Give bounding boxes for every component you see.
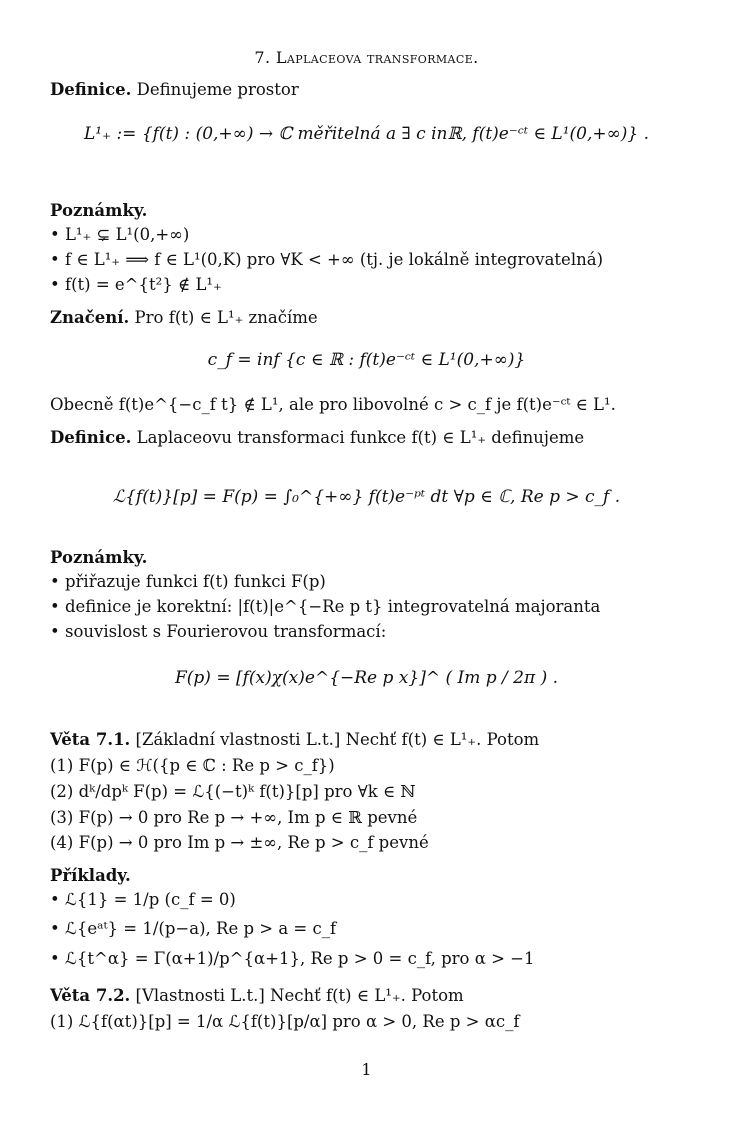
theorem-heading: Věta 7.2.	[50, 986, 131, 1005]
example-item: • ℒ{t^α} = Γ(α+1)/p^{α+1}, Re p > 0 = c_f, pro α > −1	[50, 949, 535, 968]
example-item: • ℒ{eᵃᵗ} = 1/(p−a), Re p > a = c_f	[50, 919, 337, 938]
page-number: 1	[361, 1060, 372, 1079]
notation-remark: Obecně f(t)e^{−c_f t} ∉ L¹, ale pro libovolné c > c_f je f(t)e⁻ᶜᵗ ∈ L¹.	[50, 395, 616, 414]
examples-heading: Příklady.	[50, 866, 131, 885]
definition-1	[50, 80, 299, 100]
theorem-item: (4) F(p) → 0 pro Im p → ±∞, Re p > c_f pevné	[50, 833, 429, 852]
notes-1-item: • f ∈ L¹₊ ⟹ f ∈ L¹(0,K) pro ∀K < +∞ (tj. je lokálně integrovatelná)	[50, 250, 603, 269]
notation-text: Pro f(t) ∈ L¹₊ značíme	[134, 308, 318, 327]
theorem-7-1	[50, 730, 539, 750]
theorem-heading: Věta 7.1.	[50, 730, 131, 749]
definition-2	[50, 428, 584, 448]
theorem-7-2	[50, 986, 464, 1006]
fourier-relation-formula: F(p) = [f(x)χ(x)e^{−Re p x}]^ ( Im p / 2π ) .	[174, 668, 559, 688]
notes-2-heading: Poznámky.	[50, 548, 148, 567]
notes-2-item: • definice je korektní: |f(t)|e^{−Re p t} integrovatelná majoranta	[50, 597, 601, 616]
notes-1-item: • f(t) = e^{t²} ∉ L¹₊	[50, 275, 222, 294]
theorem-text: [Základní vlastnosti L.t.] Nechť f(t) ∈ L¹₊. Potom	[135, 730, 540, 749]
definition-text: Laplaceovu transformaci funkce f(t) ∈ L¹₊ definujeme	[136, 428, 585, 447]
laplace-definition-formula: ℒ{f(t)}[p] = F(p) = ∫₀^{+∞} f(t)e⁻ᵖᵗ dt ∀p ∈ ℂ, Re p > c_f .	[112, 487, 621, 507]
theorem-text: [Vlastnosti L.t.] Nechť f(t) ∈ L¹₊. Potom	[135, 986, 464, 1005]
example-item: • ℒ{1} = 1/p (c_f = 0)	[50, 890, 236, 909]
section-title: 7. Laplaceova transformace.	[254, 48, 479, 67]
definition-1-formula: L¹₊ := {f(t) : (0,+∞) → ℂ měřitelná a ∃ c inℝ, f(t)e⁻ᶜᵗ ∈ L¹(0,+∞)} .	[83, 124, 650, 144]
theorem-item: (3) F(p) → 0 pro Re p → +∞, Im p ∈ ℝ pevné	[50, 808, 418, 827]
notes-2-item: • přiřazuje funkci f(t) funkci F(p)	[50, 572, 326, 591]
theorem-item: (1) F(p) ∈ ℋ({p ∈ ℂ : Re p > c_f})	[50, 756, 335, 775]
definition-text: Definujeme prostor	[136, 80, 299, 99]
definition-heading: Definice.	[50, 80, 132, 99]
notation-formula: c_f = inf {c ∈ ℝ : f(t)e⁻ᶜᵗ ∈ L¹(0,+∞)}	[207, 350, 526, 370]
notes-2-item: • souvislost s Fourierovou transformací:	[50, 622, 387, 641]
notes-1-item: • L¹₊ ⊊ L¹(0,+∞)	[50, 225, 190, 244]
definition-heading: Definice.	[50, 428, 132, 447]
theorem-item: (2) dᵏ/dpᵏ F(p) = ℒ{(−t)ᵏ f(t)}[p] pro ∀k ∈ ℕ	[50, 782, 416, 801]
notation	[50, 308, 318, 328]
theorem-item: (1) ℒ{f(αt)}[p] = 1/α ℒ{f(t)}[p/α] pro α > 0, Re p > αc_f	[50, 1012, 520, 1031]
notation-heading: Značení.	[50, 308, 130, 327]
notes-1-heading: Poznámky.	[50, 201, 148, 220]
